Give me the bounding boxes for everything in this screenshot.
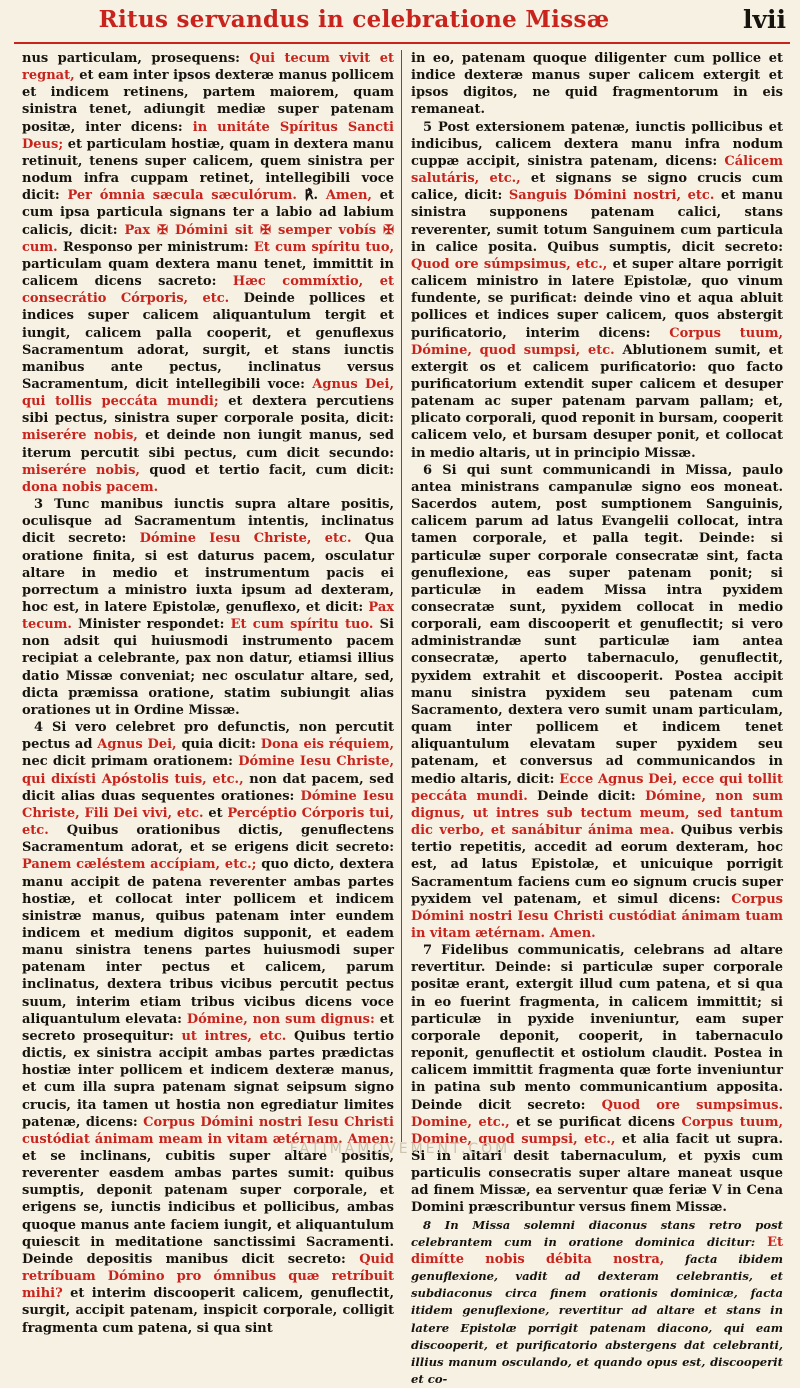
rubric-text: Sanguis Dómini nostri, etc. (508, 188, 715, 204)
body-text: nec dicit primam orationem: (22, 754, 239, 770)
rubric-text: Quod ore súmpsimus, etc., (411, 256, 608, 272)
rubric-text: Dómine Iesu Christe, Fili Dei vivi, etc. (22, 788, 394, 821)
rubric-text: Et dimítte nobis débita nostra, (411, 1234, 783, 1267)
body-text: et particulam hostiæ, quam in dextera manu retinuit, tenens super calicem, quem sinistra per nodum infra cuppam retinet, intellegibili voce dicit: (22, 136, 394, 204)
body-text: et interim discooperit calicem, genuflectit, surgit, accipit patenam, inspicit corporale, colligit fragmenta cum patena, si qua sint (22, 1286, 394, 1336)
rubric-text: Dona eis réquiem, (260, 737, 394, 753)
body-text: 4 Si vero celebret pro defunctis, non percutit pectus ad (22, 720, 394, 753)
body-text: et signans se signo crucis cum calice, dicit: (411, 171, 783, 204)
body-text: Deinde dicit: (527, 788, 646, 804)
paragraph (411, 462, 783, 942)
rubric-text: Dómine Iesu Christe, etc. (139, 531, 352, 547)
rubric-text: Per ómnia sæcula sæculórum. (67, 188, 297, 204)
column-divider (401, 50, 402, 1142)
paragraph (411, 50, 783, 119)
paragraph (411, 942, 783, 1217)
body-text: et manu sinistra supponens patenam calici, stans reverenter, sumit totum Sanguinem cum particula in calice posita. Quibus sumptis, dicit secreto: (411, 188, 783, 255)
rubric-text: Corpus Dómini nostri Iesu Christi custódiat ánimam meam in vitam ætérnam. Amen: (22, 1114, 394, 1147)
paragraph (411, 119, 783, 462)
header-rule (14, 42, 790, 44)
body-text: et se purificat dicens (509, 1114, 682, 1130)
body-text: Quibus tertio dictis, ex sinistra accipit ambas partes prædictas hostiæ inter pollicem et indicem dexteræ manus, et cum illa supra patenam signat seipsum signo crucis, ita tamen ut hostia non egrediatur limites patenæ, dicens: (22, 1028, 394, 1130)
page-number: lvii (742, 5, 786, 34)
body-text: et se inclinans, cubitis super altare positis, reverenter easdem ambas partes sumit: quibus sumptis, deponit patenam super corporale, et erigens se, iunctis indicibus et pollicibus, ambas quoque manus ante faciem iungit, et aliquantulum quiescit in meditatione sanctissimi Sacramenti. Deinde depositis manibus dicit secreto: (22, 1149, 394, 1267)
page-header (0, 0, 800, 44)
rubric-text: dona nobis pacem. (22, 479, 159, 495)
paragraph (22, 719, 394, 1337)
rubric-text: Quid retríbuam Dómino pro ómnibus quæ retríbuit mihi? (22, 1251, 394, 1302)
page-title: Ritus servandus in celebratione Missæ (98, 6, 610, 33)
body-text: particulam quam dextera manu tenet, immittit in calicem dicens sacreto: (22, 256, 394, 290)
right-text-column (411, 50, 783, 1387)
rubric-text: Et cum spíritu tuo, (253, 239, 395, 255)
body-text: Responso per ministrum: (57, 239, 254, 255)
body-text: quod et tertio facit, cum dicit: (139, 462, 395, 478)
note-paragraph (411, 1217, 783, 1388)
rubric-text: miserére nobis, (22, 428, 138, 444)
body-text: et deinde non iungit manus, sed iterum percutit sibi pectus, cum dicit secundo: (22, 428, 394, 461)
rubric-text: Corpus tuum, Domine, quod sumpsi, etc., (411, 1114, 783, 1147)
body-text: Si non adsit qui huiusmodi instrumento pacem recipiat a celebrante, pax non datur, etiamsi illius datio Missæ conveniat; nec osculatur altare, sed, dicta præmissa oratione, statim subiungit alias orationes ut in Ordine Missæ. (22, 617, 394, 718)
body-text: non dat pacem, sed dicit alias duas sequentes orationes: (22, 771, 394, 804)
rubric-text: miserére nobis, (22, 462, 140, 478)
body-text: Qua oratione finita, si est daturus pacem, osculatur altare in medio et instrumentum pacis ei porrectum a ministro iuxta ipsum ad dexteram, hoc est, in latere Epistolæ, genuflexo, et dicit: (22, 531, 394, 615)
rubric-text: Pax ✠ Dómini sit ✠ semper vobís ✠ cum. (22, 222, 394, 255)
rubric-text: Quod ore sumpsimus. Domine, etc., (411, 1097, 783, 1130)
body-text: Quibus verbis tertio repetitis, accedit ad eorum dexteram, hoc est, ad latus Epistolæ, et unicuique porrigit Sacramentum faciens cum eo signum crucis super pyxidem vel patenam, et simul dicens: (411, 823, 783, 907)
body-text: quia dicit: (176, 737, 261, 753)
rubric-text: Pax tecum. (22, 600, 394, 633)
rubric-text: Amen, (325, 188, 372, 204)
rubric-text: Corpus tuum, Dómine, quod sumpsi, etc. (411, 325, 783, 358)
body-text: et (203, 805, 228, 821)
body-text: ℟. (296, 188, 326, 204)
body-text: in eo, patenam quoque diligenter cum pollice et indice dexteræ manus super calicem extergit et ipsos digitos, ne quid fragmentorum in eis remaneat. (411, 51, 783, 118)
rubric-text: Cálicem salutáris, etc., (411, 153, 783, 187)
rubric-text: Ecce Agnus Dei, ecce qui tollit peccáta mundi. (411, 771, 783, 804)
rubric-text: Qui tecum vivit et regnat, (22, 51, 394, 84)
body-text: Quibus orationibus dictis, genuflectens Sacramentum adorat, et se erigens dicit secreto: (22, 823, 394, 856)
body-text: et dextera percutiens sibi pectus, sinistra super corporale posita, dicit: (22, 394, 394, 427)
body-text: 7 Fidelibus communicatis, celebrans ad altare revertitur. Deinde: si particulæ super corporale positæ erant, extergit illud cum patena, et si qua in eo fuerint fragmenta, in calicem immittit; si particulæ in pyxide inveniuntur, eam super corporale deponit, cooperit, in tabernaculo reponit, genuflectit et ostiolum claudit. Postea in calicem immittit fragmenta quæ forte inveniuntur in patina sub mento communicantium apposita. Deinde dicit secreto: (411, 943, 783, 1113)
body-text: Minister respondet: (71, 617, 231, 633)
rubric-text: Agnus Dei, (97, 737, 177, 753)
body-text: Ablutionem sumit, et extergit os et calicem purificatorio: quo facto purificatorium extendit super calicem et desuper patenam ac super patenam parvam pallam; et, plicato corporali, quod reponit in bursam, cooperit calicem velo, et bursam desuper ponit, et collocat in medio altaris, ut in principio Missæ. (411, 342, 783, 461)
paragraph (22, 496, 394, 719)
rubric-text: Dómine Iesu Christe, qui dixísti Apóstolis tuis, etc., (22, 754, 394, 787)
body-text: et eam inter ipsos dexteræ manus pollicem et indicem retinens, partem maiorem, quam sinistra tenet, adiungit mediæ super patenam positæ, inter dicens: (22, 68, 394, 135)
watermark: FATIMAMOVEMENT.COM (289, 1141, 511, 1157)
left-text-column (22, 50, 395, 1336)
rubric-text: Dómine, non sum dignus: (186, 1011, 375, 1027)
rubric-text: Dómine, non sum dignus, ut intres sub tectum meum, sed tantum dic verbo, et sanábitur ánima mea. (411, 788, 783, 839)
body-text: et super altare porrigit calicem ministro in latere Epistolæ, quo vinum fundente, se purificat: deinde vino et aqua abluit pollices et indices super calicem, quos abstergit purificatorio, interim dicens: (411, 256, 783, 341)
body-text: 6 Si qui sunt communicandi in Missa, paulo antea ministrans campanulæ signo eos moneat. Sacerdos autem, post sumptionem Sanguinis, calicem parum ad latus Evangelii collocat, intra tamen corporale, et palla tegit. Deinde: si particulæ super corporale consecratæ sint, facta genuflexione, eas super patenam ponit; si particulæ in eadem Missa intra pyxidem consecratæ sunt, pyxidem collocat in medio corporali, eam discooperit et genuflectit; si vero administrandæ sunt particulæ iam antea consecratæ, aperto tabernaculo, genuflectit, pyxidem extrahit et discooperit. Postea accipit manu sinistra pyxidem seu patenam cum Sacramento, dextera vero sumit unam particulam, quam inter pollicem et indicem tenet aliquantulum elevatam super pyxidem seu patenam, et conversus ad communicandos in medio altaris, dicit: (411, 462, 783, 787)
rubric-text: Percéptio Córporis tui, etc. (22, 805, 394, 839)
rubric-text: Panem cæléstem accípiam, etc.; (22, 857, 257, 873)
body-text: 8 In Missa solemni diaconus stans retro post celebrantem cum in oratione dominica dicitur: (411, 1217, 783, 1249)
body-text: quo dicto, dextera manu accipit de patena reverenter ambas partes hostiæ, et collocat inter pollicem et indicem sinistræ manus, quibus patenam inter eundem indicem et medium digitos supponit, et eadem manu sinistra tenens partes huiusmodi super patenam inter pectus et calicem, parum inclinatus, dextera tribus vicibus percutit pectus suum, interim etiam tribus vicibus dicens voce aliquantulum elevata: (22, 857, 394, 1027)
rubric-text: Agnus Dei, qui tollis peccáta mundi; (22, 376, 394, 410)
rubric-text: Hæc commíxtio, et consecrátio Córporis, etc. (22, 274, 394, 307)
body-text: et cum ipsa particula signans ter a labio ad labium calicis, dicit: (22, 188, 394, 238)
body-text: 3 Tunc manibus iunctis supra altare positis, oculisque ad Sacramentum intentis, inclinatus dicit secreto: (22, 497, 394, 547)
rubric-text: ut intres, etc. (181, 1028, 287, 1044)
body-text: nus particulam, prosequens: (22, 51, 250, 66)
rubric-text: Et cum spíritu tuo. (230, 617, 374, 633)
body-text: et secreto prosequitur: (22, 1011, 394, 1044)
body-text: et alia facit ut supra. Si in altari desit tabernaculum, et pyxis cum particulis consecratis super altare maneat usque ad finem Missæ, ea serventur quæ feriæ V in Cena Domini præscribuntur versus finem Missæ. (411, 1131, 783, 1216)
body-text: facta ibidem genuflexione, vadit ad dexteram celebrantis, et subdiaconus circa finem orationis dominicæ, facta itidem genuflexione, revertitur ad altare et stans in latere Epistolæ porrigit patenam diacono, qui eam discooperit, et purificatorio abstergens dat celebranti, illius manum osculando, et quando opus est, discooperit et co- (411, 1251, 783, 1387)
body-text: Deinde pollices et indices super calicem aliquantulum tergit et iungit, calicem palla cooperit, et genuflexus Sacramentum adorat, surgit, et stans iunctis manibus ante pectus, inclinatus versus Sacramentum, dicit intellegibili voce: (22, 291, 394, 392)
paragraph (22, 50, 394, 496)
body-text: 5 Post extersionem patenæ, iunctis pollicibus et indicibus, calicem dextera manu infra nodum cuppæ accipit, sinistra patenam, dicens: (411, 119, 783, 169)
rubric-text: Corpus Dómini nostri Iesu Christi custódiat ánimam tuam in vitam ætérnam. Amen. (411, 891, 783, 941)
rubric-text: in unitáte Spíritus Sancti Deus; (22, 119, 394, 152)
